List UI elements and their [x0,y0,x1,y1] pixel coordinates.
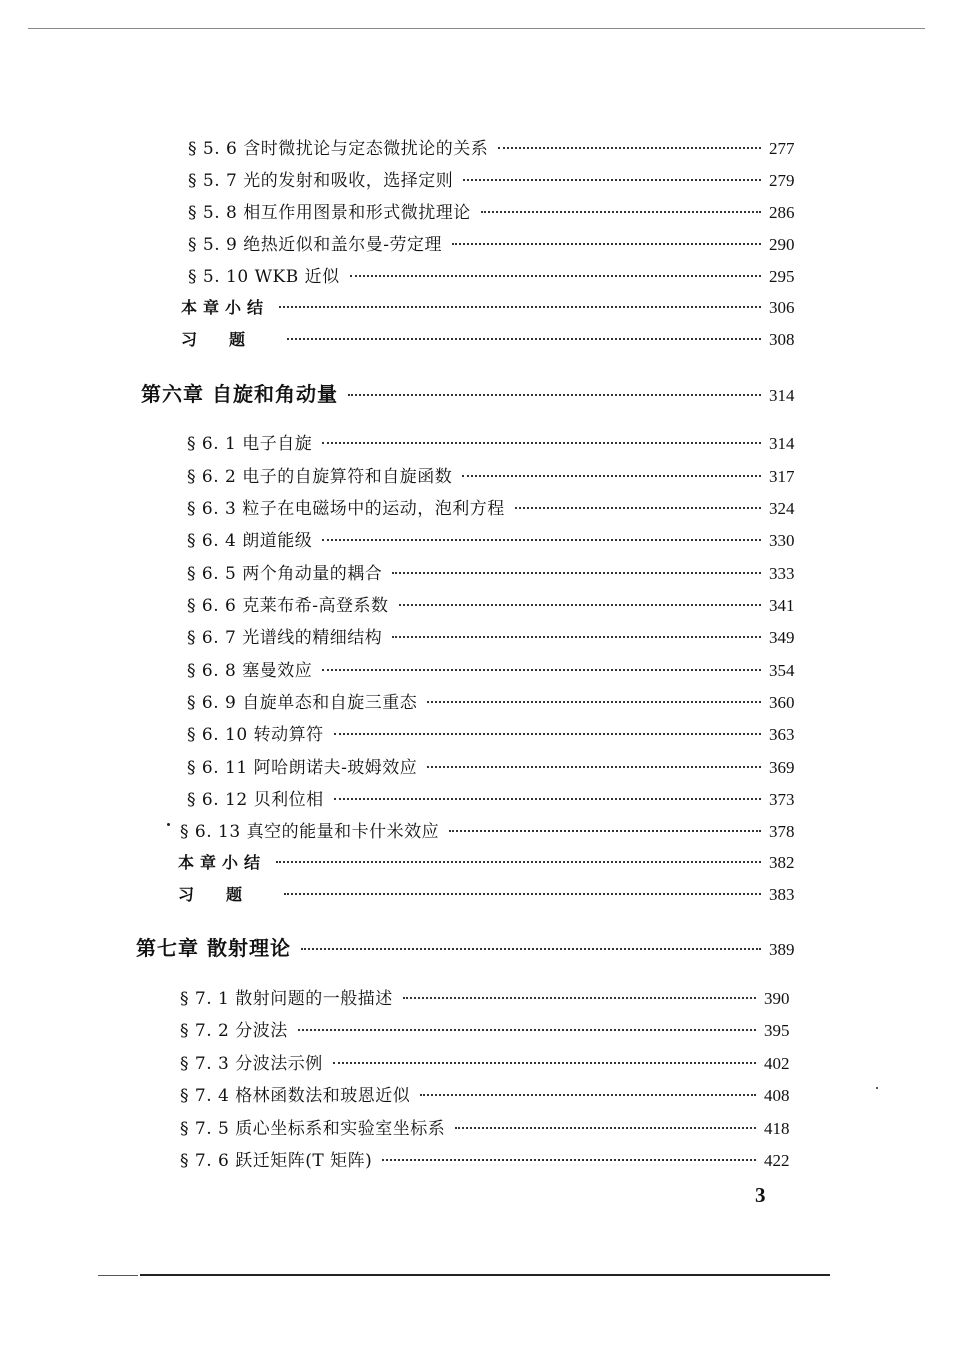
dot-leader [284,893,761,895]
toc-entry-7-6 [180,1146,798,1171]
toc-entry-label: § 5. 9 绝热近似和盖尔曼-劳定理 [188,235,442,255]
dot-leader [333,1062,756,1064]
toc-entry-5-6 [188,134,803,159]
dot-leader [399,604,762,606]
dot-leader [515,507,761,509]
toc-entry-page: 360 [769,693,795,712]
toc-entry-page: 422 [764,1151,790,1170]
dot-leader [348,394,761,396]
scan-speck [167,823,170,826]
toc-entry-page: 314 [769,434,795,453]
dot-leader [382,1159,756,1161]
toc-entry-6-11 [187,753,803,778]
toc-entry-page: 383 [769,885,795,904]
toc-entry-page: 389 [769,940,795,959]
toc-entry-6-1 [187,429,803,454]
toc-entry-label: § 7. 5 质心坐标系和实验室坐标系 [180,1119,446,1139]
top-rule [28,28,925,29]
toc-entry-page: 295 [769,267,795,286]
toc-entry-label: 习题 [181,330,278,349]
toc-entry-label: § 5. 8 相互作用图景和形式微扰理论 [188,203,471,223]
bottom-rule [140,1274,830,1276]
toc-entry-6-8 [187,656,803,681]
dot-leader [481,211,761,213]
chapter-title: 第七章 散射理论 [136,936,291,960]
dot-leader [498,147,761,149]
toc-entry-5-10 [188,262,803,287]
toc-entry-label: 本章小结 [181,298,270,317]
toc-entry-page: 324 [769,499,795,518]
toc-entry-page: 402 [764,1054,790,1073]
toc-entry-6-13 [180,817,803,842]
toc-entry-label: § 6. 6 克莱布希-高登系数 [187,596,389,616]
toc-entry-7-1 [180,984,798,1009]
dot-leader [334,798,761,800]
dot-leader [322,669,761,671]
toc-chapter-6 [141,378,803,407]
toc-entry-label: § 7. 2 分波法 [180,1021,288,1041]
toc-entry-label: § 6. 4 朗道能级 [187,531,313,551]
toc-entry-page: 369 [769,758,795,777]
toc-entry-page: 330 [769,531,795,550]
toc-entry-6-12 [187,785,803,810]
toc-entry-label: § 7. 3 分波法示例 [180,1054,323,1074]
toc-entry-label: § 6. 8 塞曼效应 [187,661,313,681]
toc-chapter-7 [136,932,803,961]
toc-entry-page: 306 [769,298,795,317]
dot-leader [287,338,761,340]
toc-entry-page: 373 [769,790,795,809]
toc-entry-7-2 [180,1016,798,1041]
dot-leader [452,243,761,245]
toc-entry-label: § 6. 1 电子自旋 [187,434,313,454]
toc-entry-label: § 6. 3 粒子在电磁场中的运动，泡利方程 [187,499,505,519]
toc-entry-label: § 6. 2 电子的自旋算符和自旋函数 [187,467,453,487]
toc-entry-label: § 7. 6 跃迁矩阵(T 矩阵) [180,1151,373,1171]
toc-entry-page: 317 [769,467,795,486]
dot-leader [403,997,756,999]
dot-leader [455,1127,756,1129]
toc-entry-label: § 6. 10 转动算符 [187,725,324,745]
toc-entry-6-7 [187,623,803,648]
toc-entry-label: § 5. 6 含时微扰论与定态微扰论的关系 [188,139,489,159]
toc-entry-6-2 [187,462,803,487]
page-number: 3 [755,1183,766,1207]
dot-leader [322,539,761,541]
dot-leader [427,766,761,768]
dot-leader [392,636,761,638]
toc-entry-page: 418 [764,1119,790,1138]
toc-entry-label: § 6. 9 自旋单态和自旋三重态 [187,693,418,713]
toc-entry-label: § 7. 4 格林函数法和玻恩近似 [180,1086,411,1106]
toc-entry-5-9 [188,230,803,255]
toc-entry-label: § 6. 5 两个角动量的耦合 [187,564,383,584]
toc-entry-page: 354 [769,661,795,680]
toc-entry-page: 308 [769,330,795,349]
dot-leader [350,275,761,277]
dot-leader [334,733,761,735]
toc-entry-page: 333 [769,564,795,583]
toc-entry-page: 408 [764,1086,790,1105]
toc-entry-label: § 6. 7 光谱线的精细结构 [187,628,383,648]
toc-entry-label: § 6. 13 真空的能量和卡什米效应 [180,822,440,842]
toc-entry-6-3 [187,494,803,519]
toc-entry-6-9 [187,688,803,713]
toc-entry-ch5-exercises [181,327,803,350]
toc-entry-label: § 5. 10 WKB 近似 [188,267,340,287]
dot-leader [301,948,761,950]
dot-leader [322,442,761,444]
toc-entry-ch6-summary [178,850,803,873]
dot-leader [462,475,761,477]
toc-entry-page: 314 [769,386,795,405]
dot-leader [449,830,761,832]
toc-entry-page: 382 [769,853,795,872]
dot-leader [463,179,761,181]
dot-leader [298,1029,756,1031]
toc-entry-label: § 6. 12 贝利位相 [187,790,324,810]
toc-entry-page: 395 [764,1021,790,1040]
toc-entry-5-8 [188,198,803,223]
dot-leader [276,861,761,863]
toc-entry-6-5 [187,559,803,584]
toc-entry-page: 277 [769,139,795,158]
dot-leader [392,572,761,574]
toc-entry-label: 本章小结 [178,853,267,872]
toc-entry-page: 341 [769,596,795,615]
toc-entry-label: § 5. 7 光的发射和吸收，选择定则 [188,171,454,191]
toc-entry-ch5-summary [181,295,803,318]
toc-entry-6-10 [187,720,803,745]
toc-entry-page: 279 [769,171,795,190]
toc-entry-6-6 [187,591,803,616]
toc-entry-page: 390 [764,989,790,1008]
toc-entry-label: § 7. 1 散射问题的一般描述 [180,989,393,1009]
toc-entry-page: 290 [769,235,795,254]
toc-entry-page: 286 [769,203,795,222]
dot-leader [427,701,761,703]
toc-entry-6-4 [187,526,803,551]
toc-entry-7-5 [180,1114,798,1139]
scan-speck [876,1087,878,1089]
toc-entry-5-7 [188,166,803,191]
toc-entry-7-4 [180,1081,798,1106]
toc-entry-ch6-exercises [178,882,803,905]
dot-leader [420,1094,756,1096]
toc-entry-label: 习题 [178,885,275,904]
dot-leader [279,306,761,308]
toc-entry-page: 363 [769,725,795,744]
toc-entry-page: 349 [769,628,795,647]
chapter-title: 第六章 自旋和角动量 [141,382,338,406]
toc-entry-7-3 [180,1049,798,1074]
bottom-rule-thin [98,1275,138,1276]
toc-entry-page: 378 [769,822,795,841]
toc-entry-label: § 6. 11 阿哈朗诺夫-玻姆效应 [187,758,418,778]
